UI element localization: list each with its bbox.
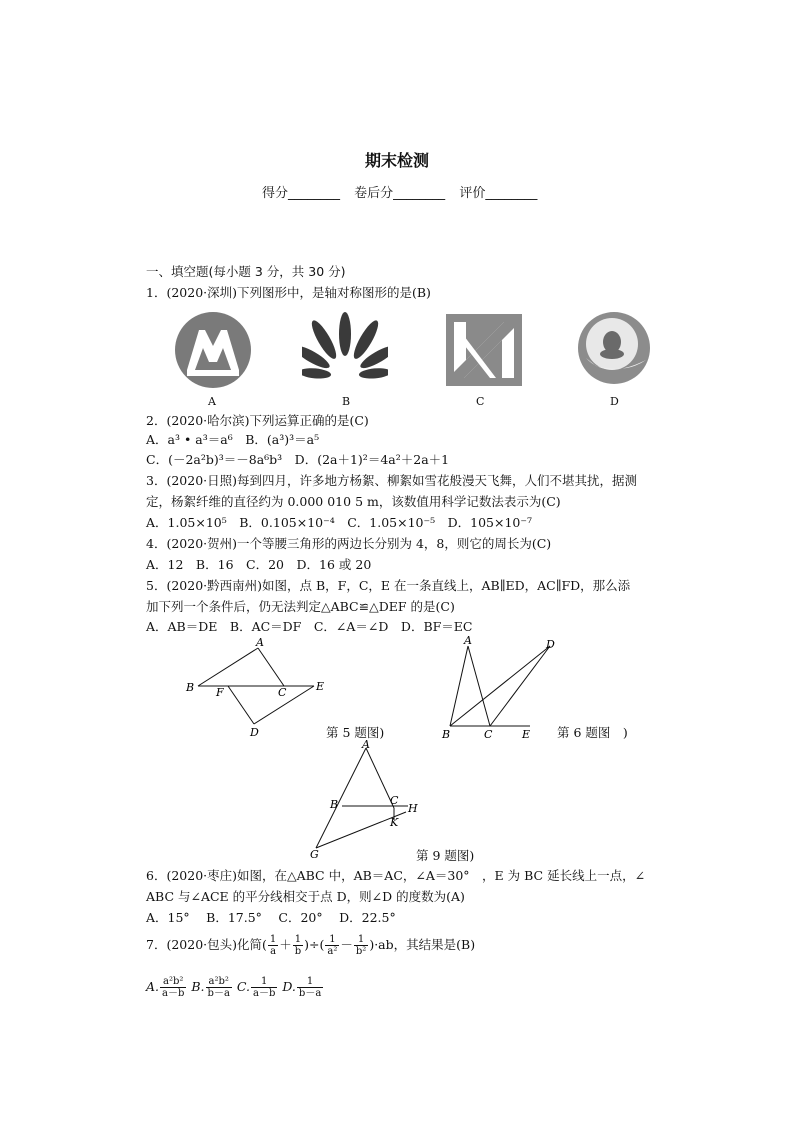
option-d-logo-icon [576,310,652,386]
question-6-options: A．15° B．17.5° C．20° D．22.5° [146,910,396,925]
figure-6-caption: 第 6 题图 ) [557,725,628,740]
fig5-label-b: B [186,681,195,694]
q7-fraction-2 [293,934,303,957]
fig5-label-f: F [216,686,224,699]
question-2-options-cd: C．(－2a²b)³＝－8a⁶b³ D．(2a＋1)²＝4a²＋2a＋1 [146,452,450,467]
q7-oc-den: a－b [253,988,276,999]
score-line [262,182,547,201]
q7-fraction-1 [268,934,278,957]
final-score-field: 卷后分________ [354,186,446,201]
fig5-label-c: C [278,686,287,699]
q7-oc-num: 1 [251,976,277,988]
question-6-line-2: ABC 与∠ACE 的平分线相交于点 D，则∠D 的度数为(A) [146,889,465,904]
q7-option-d-fraction [297,976,323,999]
q7-suffix: )·ab，其结果是(B) [369,937,476,952]
figure-9-caption: 第 9 题图) [416,848,475,863]
q7-mid: )÷( [304,937,325,952]
question-1: 1．(2020·深圳)下列图形中，是轴对称图形的是(B) [146,285,431,300]
q7-oa-num: a²b² [160,976,186,988]
fig9-label-c: C [390,794,399,807]
question-6-line-1: 6．(2020·枣庄)如图，在△ABC 中，AB＝AC，∠A＝30° ，E 为 BC 延长线上一点，∠ [146,868,646,883]
question-5-line-2: 加下列一个条件后，仍无法判定△ABC≌△DEF 的是(C) [146,599,455,614]
section-header: 一、填空题(每小题 3 分，共 30 分) [146,264,346,279]
question-4-options: A．12 B．16 C．20 D．16 或 20 [146,557,372,572]
q7-plus: ＋ [279,937,292,952]
q7-option-c-fraction [251,976,277,999]
fig5-label-d: D [250,726,259,739]
caption-d: D [610,395,619,408]
option-b-logo-icon [302,312,388,384]
question-3-options: A．1.05×10⁵ B．0.105×10⁻⁴ C．1.05×10⁻⁵ D．105×10⁻⁷ [146,515,532,530]
fig9-label-h: H [408,802,418,815]
fig9-label-k: K [390,816,399,829]
q7-option-b-fraction [206,976,232,999]
figure-5-caption: 第 5 题图) [326,725,385,740]
caption-b: B [342,395,351,408]
fig9-label-g: G [310,848,319,861]
question-7 [146,934,475,957]
figure-5-diagram [180,636,340,742]
q7-ob-den: b－a [207,988,230,999]
q7-prefix: 7．(2020·包头)化简( [146,937,267,952]
fig6-label-b: B [442,728,451,741]
q7-option-a-fraction [160,976,186,999]
q7-f2-den: b [294,946,302,957]
fig6-label-e: E [522,728,531,741]
fig6-label-d: D [546,638,555,651]
q7-fraction-3 [325,934,339,957]
q7-option-d-label: D. [282,979,296,994]
fig5-label-e: E [316,680,325,693]
option-a-logo-icon [173,310,253,390]
q7-f3-den: a² [327,946,338,957]
question-3-line-1: 3．(2020·日照)每到四月，许多地方杨絮、柳絮如雪花般漫天飞舞，人们不堪其扰，据测 [146,473,637,488]
q7-od-num: 1 [297,976,323,988]
q7-f1-num: 1 [269,934,277,945]
page-title: 期末检测 [364,151,429,170]
score-field: 得分________ [262,186,341,201]
evaluation-field: 评价________ [459,186,538,201]
question-3-line-2: 定，杨絮纤维的直径约为 0.000 010 5 m，该数值用科学记数法表示为(C) [146,494,561,509]
q7-oa-den: a－b [162,988,185,999]
q7-f3-num: 1 [325,934,339,946]
caption-c: C [476,395,485,408]
question-7-options [146,976,324,999]
q7-f4-num: 1 [354,934,368,946]
option-c-logo-icon [444,312,524,388]
fig5-label-a: A [256,636,264,649]
figure-9-diagram [302,738,428,862]
question-5-options: A．AB＝DE B．AC＝DF C．∠A＝∠D D．BF＝EC [146,619,473,634]
q7-od-den: b－a [298,988,322,999]
q7-fraction-4 [354,934,368,957]
q7-f1-den: a [270,946,277,957]
fig6-label-a: A [464,634,472,647]
q7-option-c-label: C. [236,979,250,994]
fig9-label-b: B [330,798,339,811]
question-2-options-ab: A．a³ • a³＝a⁶ B．(a³)³＝a⁵ [146,432,320,447]
fig6-label-c: C [484,728,493,741]
figure-6-diagram [438,634,562,744]
q7-ob-num: a²b² [206,976,232,988]
question-2: 2．(2020·哈尔滨)下列运算正确的是(C) [146,413,369,428]
caption-a: A [208,395,216,408]
q7-f4-den: b² [355,946,367,957]
q7-f2-num: 1 [293,934,303,946]
fig9-label-a: A [362,738,370,751]
q7-minus: － [340,937,353,952]
question-4: 4．(2020·贺州)一个等腰三角形的两边长分别为 4，8，则它的周长为(C) [146,536,552,551]
question-5-line-1: 5．(2020·黔西南州)如图，点 B，F，C，E 在一条直线上，AB∥ED，AC∥FD，那么添 [146,578,631,593]
q7-option-a-label: A. [146,979,160,994]
q7-option-b-label: B. [191,979,205,994]
